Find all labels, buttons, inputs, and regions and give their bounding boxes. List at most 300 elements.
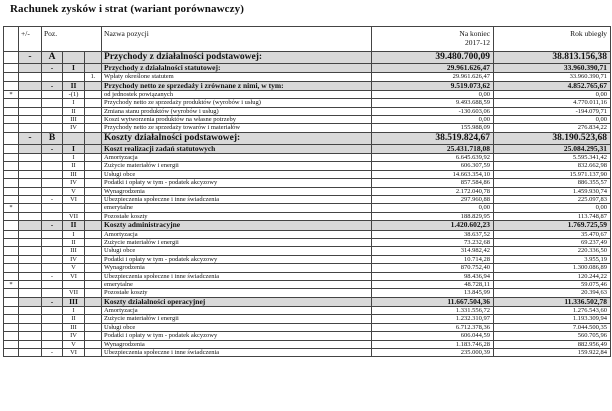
row-current-value: 39.480.700,09: [372, 52, 494, 64]
row-previous-value: 4.770.011,16: [494, 99, 611, 107]
row-label: Usługi obce: [102, 323, 372, 331]
col-current-header: [372, 27, 494, 52]
row-pos-1: [42, 116, 63, 124]
row-mark: [4, 221, 19, 230]
row-sign: [19, 289, 42, 297]
row-previous-value: 15.971.137,90: [494, 170, 611, 178]
row-mark: [4, 297, 19, 306]
row-pos-1: -: [42, 272, 63, 280]
table-row: [4, 297, 611, 306]
row-label: Koszt realizacji zadań statutowych: [102, 144, 372, 153]
row-sign: [19, 221, 42, 230]
row-current-value: 9.519.073,62: [372, 81, 494, 90]
table-row: [4, 179, 611, 187]
row-current-value: 48.728,11: [372, 280, 494, 288]
table-row: [4, 90, 611, 98]
row-previous-value: 220.336,50: [494, 247, 611, 255]
row-pos-3: [85, 124, 102, 132]
row-pos-3: [85, 221, 102, 230]
row-previous-value: 113.748,87: [494, 212, 611, 220]
row-pos-3: [85, 348, 102, 356]
row-pos-1: -: [42, 64, 63, 73]
row-label: Zużycie materiałów i energii: [102, 315, 372, 323]
row-pos-2: [63, 204, 85, 212]
row-current-value: -130.603,06: [372, 107, 494, 115]
row-pos-1: B: [42, 132, 63, 144]
row-current-value: 38.637,52: [372, 230, 494, 238]
row-pos-3: [85, 297, 102, 306]
row-pos-2: [63, 73, 85, 81]
row-pos-3: [85, 90, 102, 98]
row-mark: [4, 289, 19, 297]
table-row: [4, 196, 611, 204]
row-pos-1: [42, 230, 63, 238]
row-previous-value: 7.044.500,35: [494, 323, 611, 331]
row-previous-value: 1.459.930,74: [494, 187, 611, 195]
row-previous-value: 69.237,49: [494, 238, 611, 246]
row-previous-value: 25.084.295,31: [494, 144, 611, 153]
row-mark: [4, 132, 19, 144]
row-label: Zmiana stanu produktów (wyrobów i usług): [102, 107, 372, 115]
row-sign: [19, 170, 42, 178]
row-pos-3: [85, 154, 102, 162]
row-label: Przychody netto ze sprzedaży produktów (wyrobów i usług): [102, 99, 372, 107]
row-pos-2: I: [63, 144, 85, 153]
row-previous-value: 38.190.523,68: [494, 132, 611, 144]
row-sign: [19, 81, 42, 90]
row-current-value: 235.000,39: [372, 348, 494, 356]
row-label: emerytalne: [102, 204, 372, 212]
row-current-value: 6.712.378,36: [372, 323, 494, 331]
row-current-value: 155.988,09: [372, 124, 494, 132]
table-row: [4, 247, 611, 255]
row-current-value: 1.183.746,28: [372, 340, 494, 348]
table-row: [4, 52, 611, 64]
row-pos-3: [85, 289, 102, 297]
row-mark: [4, 144, 19, 153]
row-mark: [4, 255, 19, 263]
row-sign: [19, 196, 42, 204]
table-row: [4, 162, 611, 170]
row-pos-3: [85, 107, 102, 115]
col-name-header: Nazwa pozycji: [102, 27, 372, 52]
row-current-value: 857.584,86: [372, 179, 494, 187]
row-previous-value: 276.834,22: [494, 124, 611, 132]
row-current-value: 6.645.639,92: [372, 154, 494, 162]
row-current-value: 73.232,68: [372, 238, 494, 246]
row-sign: [19, 230, 42, 238]
row-pos-3: [85, 170, 102, 178]
row-pos-3: [85, 332, 102, 340]
row-sign: [19, 212, 42, 220]
table-row: [4, 289, 611, 297]
row-pos-3: [85, 162, 102, 170]
row-sign: [19, 340, 42, 348]
row-sign: [19, 238, 42, 246]
document-title: Rachunek zysków i strat (wariant porównawczy): [10, 3, 244, 15]
table-row: [4, 340, 611, 348]
row-mark: [4, 340, 19, 348]
row-label: Podatki i opłaty w tym - podatek akcyzowy: [102, 179, 372, 187]
row-pos-3: [85, 144, 102, 153]
table-row: [4, 204, 611, 212]
row-pos-2: II: [63, 221, 85, 230]
table-header-row: [4, 27, 611, 52]
row-previous-value: 120.244,22: [494, 272, 611, 280]
row-current-value: 10.714,28: [372, 255, 494, 263]
row-label: Podatki i opłaty w tym - podatek akcyzowy: [102, 332, 372, 340]
row-label: Zużycie materiałów i energii: [102, 162, 372, 170]
row-previous-value: 882.956,49: [494, 340, 611, 348]
row-mark: *: [4, 204, 19, 212]
row-mark: [4, 179, 19, 187]
row-pos-3: [85, 81, 102, 90]
row-current-value: 606.044,59: [372, 332, 494, 340]
row-sign: [19, 154, 42, 162]
row-mark: [4, 162, 19, 170]
row-previous-value: 886.355,57: [494, 179, 611, 187]
row-sign: [19, 348, 42, 356]
table-row: [4, 212, 611, 220]
row-sign: [19, 99, 42, 107]
row-pos-2: IV: [63, 255, 85, 263]
row-pos-2: V: [63, 340, 85, 348]
row-current-value: 870.752,40: [372, 264, 494, 272]
table-row: [4, 332, 611, 340]
row-current-value: 11.667.504,36: [372, 297, 494, 306]
row-pos-2: [63, 52, 85, 64]
row-mark: [4, 81, 19, 90]
row-pos-3: 1.: [85, 73, 102, 81]
row-sign: [19, 247, 42, 255]
row-pos-1: [42, 332, 63, 340]
row-label: Koszt wytworzenia produktów na własne potrzeby: [102, 116, 372, 124]
row-pos-3: [85, 52, 102, 64]
row-mark: [4, 187, 19, 195]
row-pos-3: [85, 116, 102, 124]
row-current-value: 0,00: [372, 204, 494, 212]
table-row: [4, 272, 611, 280]
row-label: Pozostałe koszty: [102, 212, 372, 220]
table-row: [4, 323, 611, 331]
row-current-value: 606.307,59: [372, 162, 494, 170]
row-pos-3: [85, 187, 102, 195]
row-current-value: 9.493.688,59: [372, 99, 494, 107]
row-pos-1: [42, 170, 63, 178]
row-previous-value: 0,00: [494, 204, 611, 212]
table-row: [4, 255, 611, 263]
table-row: [4, 124, 611, 132]
row-previous-value: 832.662,98: [494, 162, 611, 170]
row-pos-3: [85, 212, 102, 220]
row-label: Ubezpieczenia społeczne i inne świadczenia: [102, 196, 372, 204]
row-current-value: 297.960,88: [372, 196, 494, 204]
row-pos-3: [85, 247, 102, 255]
row-pos-1: [42, 99, 63, 107]
row-previous-value: 20.394,63: [494, 289, 611, 297]
row-pos-3: [85, 255, 102, 263]
row-sign: [19, 204, 42, 212]
row-sign: -: [19, 132, 42, 144]
row-pos-1: [42, 73, 63, 81]
row-previous-value: 4.852.765,67: [494, 81, 611, 90]
row-label: Przychody z działalności statutowej:: [102, 64, 372, 73]
row-previous-value: 0,00: [494, 90, 611, 98]
income-statement-table: [3, 26, 611, 357]
row-current-value: 1.232.310,97: [372, 315, 494, 323]
table-row: [4, 73, 611, 81]
row-sign: [19, 90, 42, 98]
table-row: [4, 107, 611, 115]
row-current-value: 38.519.824,67: [372, 132, 494, 144]
row-mark: [4, 306, 19, 314]
row-pos-3: [85, 323, 102, 331]
table-row: [4, 280, 611, 288]
row-sign: [19, 107, 42, 115]
row-pos-2: II: [63, 162, 85, 170]
row-mark: *: [4, 90, 19, 98]
row-label: Koszty działalności podstawowej:: [102, 132, 372, 144]
row-current-value: 25.431.718,08: [372, 144, 494, 153]
row-label: Wynagrodzenia: [102, 264, 372, 272]
row-mark: [4, 212, 19, 220]
row-label: Usługi obce: [102, 247, 372, 255]
row-mark: [4, 64, 19, 73]
row-pos-1: [42, 323, 63, 331]
col-mark: [4, 27, 19, 52]
row-pos-1: -: [42, 297, 63, 306]
row-mark: [4, 348, 19, 356]
row-sign: [19, 264, 42, 272]
row-current-value: 98.436,94: [372, 272, 494, 280]
row-pos-2: IV: [63, 124, 85, 132]
table-row: [4, 230, 611, 238]
row-previous-value: 59.075,46: [494, 280, 611, 288]
row-mark: [4, 124, 19, 132]
table-row: [4, 64, 611, 73]
row-pos-1: -: [42, 81, 63, 90]
row-current-value: 0,00: [372, 90, 494, 98]
row-current-value: 29.961.626,47: [372, 73, 494, 81]
row-previous-value: 5.595.341,42: [494, 154, 611, 162]
row-current-value: 29.961.626,47: [372, 64, 494, 73]
row-pos-1: [42, 124, 63, 132]
row-current-value: 314.982,42: [372, 247, 494, 255]
row-label: Koszty administracyjne: [102, 221, 372, 230]
row-mark: [4, 107, 19, 115]
row-label: Amortyzacja: [102, 154, 372, 162]
table-body: [4, 27, 611, 357]
row-pos-3: [85, 315, 102, 323]
row-pos-2: V: [63, 187, 85, 195]
row-pos-2: III: [63, 323, 85, 331]
row-sign: [19, 64, 42, 73]
row-pos-2: I: [63, 230, 85, 238]
row-mark: *: [4, 280, 19, 288]
row-pos-3: [85, 64, 102, 73]
row-pos-3: [85, 196, 102, 204]
row-mark: [4, 247, 19, 255]
row-sign: [19, 73, 42, 81]
row-pos-1: [42, 179, 63, 187]
row-pos-3: [85, 264, 102, 272]
row-mark: [4, 332, 19, 340]
row-pos-3: [85, 238, 102, 246]
row-sign: [19, 162, 42, 170]
row-label: Usługi obce: [102, 170, 372, 178]
row-mark: [4, 170, 19, 178]
table-row: [4, 170, 611, 178]
row-mark: [4, 99, 19, 107]
row-pos-3: [85, 179, 102, 187]
row-pos-2: V: [63, 264, 85, 272]
row-label: Przychody z działalności podstawowej:: [102, 52, 372, 64]
row-pos-2: I: [63, 154, 85, 162]
row-current-value: 13.845,99: [372, 289, 494, 297]
row-label: od jednostek powiązanych: [102, 90, 372, 98]
row-pos-2: IV: [63, 179, 85, 187]
row-label: Amortyzacja: [102, 306, 372, 314]
col-current-header-line2: 2017-12: [465, 38, 491, 47]
row-pos-2: VII: [63, 289, 85, 297]
row-pos-1: [42, 238, 63, 246]
col-sign-header: +/-: [19, 27, 42, 52]
row-pos-1: [42, 255, 63, 263]
row-pos-1: [42, 264, 63, 272]
row-mark: [4, 264, 19, 272]
row-label: Zużycie materiałów i energii: [102, 238, 372, 246]
row-pos-3: [85, 280, 102, 288]
row-sign: [19, 315, 42, 323]
row-current-value: 0,00: [372, 116, 494, 124]
row-pos-2: I: [63, 306, 85, 314]
row-pos-3: [85, 132, 102, 144]
row-pos-2: [63, 132, 85, 144]
row-sign: [19, 144, 42, 153]
row-previous-value: 1.769.725,59: [494, 221, 611, 230]
row-label: Koszty działalności operacyjnej: [102, 297, 372, 306]
row-pos-2: VII: [63, 212, 85, 220]
row-pos-2: I: [63, 64, 85, 73]
row-pos-2: II: [63, 81, 85, 90]
row-sign: [19, 116, 42, 124]
row-previous-value: 1.276.543,60: [494, 306, 611, 314]
row-pos-1: -: [42, 144, 63, 153]
row-previous-value: 159.922,84: [494, 348, 611, 356]
row-label: Podatki i opłaty w tym - podatek akcyzowy: [102, 255, 372, 263]
row-label: Przychody netto ze sprzedaży i zrównane z nimi, w tym:: [102, 81, 372, 90]
row-label: Przychody netto ze sprzedaży towarów i materiałów: [102, 124, 372, 132]
row-mark: [4, 154, 19, 162]
table-row: [4, 81, 611, 90]
row-pos-1: -: [42, 221, 63, 230]
row-pos-2: II: [63, 107, 85, 115]
row-previous-value: 0,00: [494, 116, 611, 124]
row-label: Ubezpieczenia społeczne i inne świadczenia: [102, 348, 372, 356]
row-label: Pozostałe koszty: [102, 289, 372, 297]
row-sign: [19, 297, 42, 306]
row-pos-1: [42, 212, 63, 220]
table-row: [4, 238, 611, 246]
row-sign: [19, 187, 42, 195]
row-pos-3: [85, 230, 102, 238]
row-pos-1: [42, 247, 63, 255]
row-label: Ubezpieczenia społeczne i inne świadczenia: [102, 272, 372, 280]
row-pos-1: [42, 289, 63, 297]
row-mark: [4, 272, 19, 280]
row-previous-value: -194.079,71: [494, 107, 611, 115]
row-previous-value: 38.813.156,38: [494, 52, 611, 64]
row-mark: [4, 196, 19, 204]
row-sign: [19, 272, 42, 280]
table-row: [4, 348, 611, 356]
row-sign: [19, 332, 42, 340]
row-label: Wynagrodzenia: [102, 340, 372, 348]
row-pos-2: IV: [63, 332, 85, 340]
row-pos-1: [42, 280, 63, 288]
row-label: Amortyzacja: [102, 230, 372, 238]
row-sign: [19, 179, 42, 187]
row-sign: [19, 124, 42, 132]
row-pos-3: [85, 272, 102, 280]
table-row: [4, 99, 611, 107]
table-row: [4, 264, 611, 272]
row-previous-value: 1.193.309,94: [494, 315, 611, 323]
table-row: [4, 144, 611, 153]
row-mark: [4, 238, 19, 246]
table-row: [4, 306, 611, 314]
row-previous-value: 1.300.086,89: [494, 264, 611, 272]
row-pos-1: [42, 204, 63, 212]
row-previous-value: 35.470,67: [494, 230, 611, 238]
row-pos-2: III: [63, 297, 85, 306]
row-pos-2: III: [63, 116, 85, 124]
row-mark: [4, 230, 19, 238]
row-pos-1: [42, 187, 63, 195]
row-pos-1: [42, 90, 63, 98]
row-previous-value: 225.097,83: [494, 196, 611, 204]
row-previous-value: 3.955,19: [494, 255, 611, 263]
row-mark: [4, 73, 19, 81]
row-mark: [4, 116, 19, 124]
row-mark: [4, 323, 19, 331]
row-pos-1: -: [42, 196, 63, 204]
row-pos-2: III: [63, 170, 85, 178]
table-row: [4, 315, 611, 323]
row-pos-2: VI: [63, 272, 85, 280]
row-current-value: 1.420.602,23: [372, 221, 494, 230]
row-label: emerytalne: [102, 280, 372, 288]
row-current-value: 14.663.354,10: [372, 170, 494, 178]
row-sign: [19, 306, 42, 314]
row-pos-3: [85, 306, 102, 314]
row-current-value: 188.829,95: [372, 212, 494, 220]
row-pos-3: [85, 99, 102, 107]
row-pos-3: [85, 340, 102, 348]
row-sign: [19, 323, 42, 331]
table-row: [4, 187, 611, 195]
row-pos-1: [42, 315, 63, 323]
row-label: Wpłaty określone statutem: [102, 73, 372, 81]
row-previous-value: 11.336.502,78: [494, 297, 611, 306]
row-pos-2: -(1): [63, 90, 85, 98]
table-row: [4, 132, 611, 144]
row-pos-1: [42, 154, 63, 162]
row-previous-value: 33.960.390,71: [494, 64, 611, 73]
row-pos-2: VI: [63, 348, 85, 356]
row-pos-1: -: [42, 348, 63, 356]
row-current-value: 1.331.556,72: [372, 306, 494, 314]
